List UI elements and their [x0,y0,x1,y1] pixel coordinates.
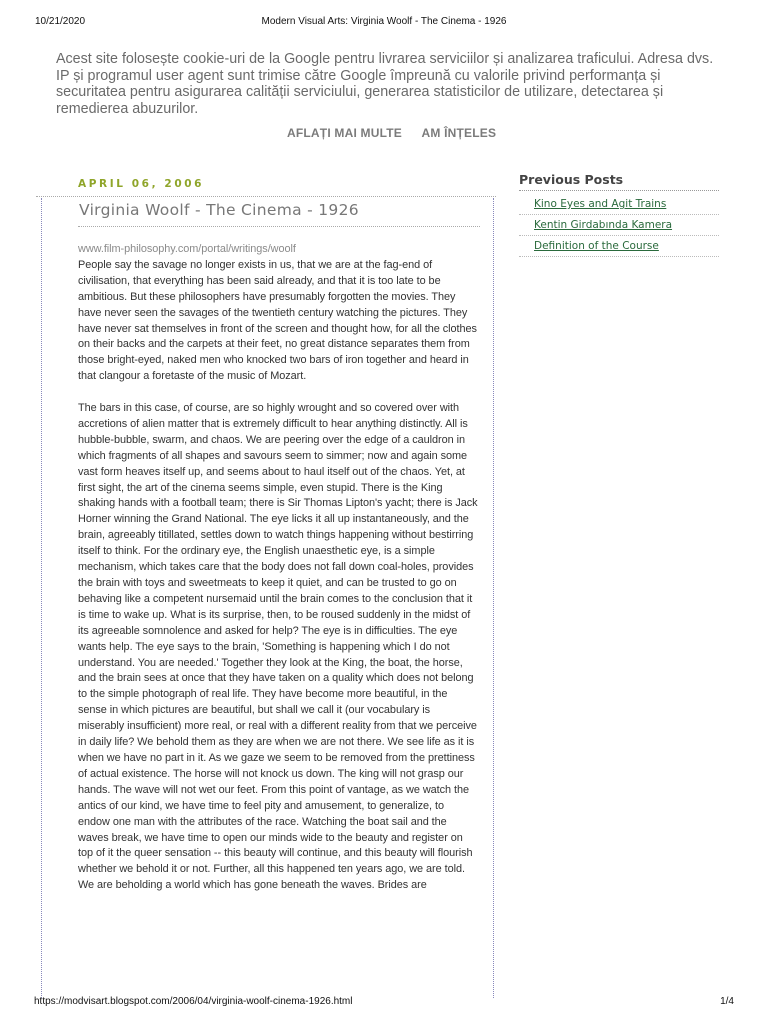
cookie-banner-message: Acest site folosește cookie-uri de la Google pentru livrarea serviciilor și analizarea traficului. Adresa dvs. IP și programul user agent sunt trimise către Google împreună cu valorile privind performanța și securitatea pentru asigurarea calității serviciului, generarea statisticilor de utilizare, detectarea și remedierea abuzurilor. [56,51,714,117]
title-divider [78,226,480,227]
previous-post-link[interactable]: Kino Eyes and Agit Trains [534,198,667,210]
post-date-header: APRIL 06, 2006 [78,178,205,190]
print-page-number: 1/4 [720,996,734,1007]
print-footer [0,996,768,1010]
print-header [0,16,768,30]
previous-post-link[interactable]: Kentin Girdabında Kamera [534,219,673,231]
post-divider [36,196,496,197]
previous-post-item [519,215,719,236]
print-date: 10/21/2020 [35,16,86,27]
previous-post-link[interactable]: Definition of the Course [534,240,659,252]
previous-posts-list [519,194,719,257]
cookie-banner-actions [287,126,512,140]
learn-more-button[interactable]: AFLAȚI MAI MULTE [287,126,402,140]
previous-post-item [519,236,719,257]
sidebar-divider [519,190,719,191]
post-body [78,242,478,894]
post-paragraph: People say the savage no longer exists in us, that we are at the fag-end of civilisation, that everything has been said already, and that it is too late to be ambitious. But these philosophers have presumably forgotten the movies. They have never seen the savages of the twentieth century watching the pictures. They have never sat themselves in front of the screen and thought how, for all the clothes on their backs and the carpets at their feet, no great distance separates them from those bright-eyed, naked men who knocked two bars of iron together and heard in that clangour a foretaste of the music of Mozart. [78,258,477,383]
post-title[interactable]: Virginia Woolf - The Cinema - 1926 [79,201,359,219]
post-source-url: www.film-philosophy.com/portal/writings/woolf [78,243,296,255]
post-paragraph: The bars in this case, of course, are so highly wrought and so covered over with accretions of alien matter that is extremely difficult to hear anything distinctly. All is hubble-bubble, swarm, and chaos. We are peering over the edge of a cauldron in which fragments of all shapes and savours seem to simmer; now and again some vast form heaves itself up, and seems about to haul itself out of the chaos. Yet, at first sight, the art of the cinema seems simple, even stupid. There is the King shaking hands with a football team; there is Sir Thomas Lipton's yacht; there is Jack Horner winning the Grand National. The eye licks it all up instantaneously, and the brain, agreeably titillated, settles down to watch things happening without bestirring itself to think. For the ordinary eye, the English unaesthetic eye, is a simple mechanism, which takes care that the body does not fall down coal-holes, provides the brain with toys and sweetmeats to keep it quiet, and can be trusted to go on behaving like a competent nursemaid until the brain comes to the conclusion that it is time to wake up. What is its surprise, then, to be roused suddenly in the midst of its agreeable somnolence and asked for help? The eye is in difficulties. The eye wants help. The eye says to the brain, 'Something is happening which I do not understand. You are needed.' Together they look at the King, the boat, the horse, and the brain sees at once that they have taken on a quality which does not belong to the simple photograph of real life. They have become more beautiful, in the sense in which pictures are beautiful, but shall we call it (our vocabulary is miserably insufficient) more real, or real with a different reality from that we perceive in daily life? We behold them as they are when we are not there. We see life as it is when we have no part in it. As we gaze we seem to be removed from the prettiness of actual existence. The horse will not knock us down. The king will not grasp our hands. The wave will not wet our feet. From this point of vantage, as we watch the antics of our kind, we have time to feel pity and amusement, to generalize, to endow one man with the attributes of the race. Watching the boat sail and the waves break, we have time to open our minds wide to the beauty and register on top of it the queer sensation -- this beauty will continue, and this beauty will flourish whether we behold it or not. Further, all this happened ten years ago, we are told. We are beholding a world which has gone beneath the waves. Brides are [78,402,478,892]
accept-cookies-button[interactable]: AM ÎNȚELES [421,126,497,140]
print-url: https://modvisart.blogspot.com/2006/04/virginia-woolf-cinema-1926.html [34,996,353,1007]
previous-post-item [519,194,719,215]
print-page-title: Modern Visual Arts: Virginia Woolf - The Cinema - 1926 [261,16,507,27]
previous-posts-heading: Previous Posts [519,172,624,187]
